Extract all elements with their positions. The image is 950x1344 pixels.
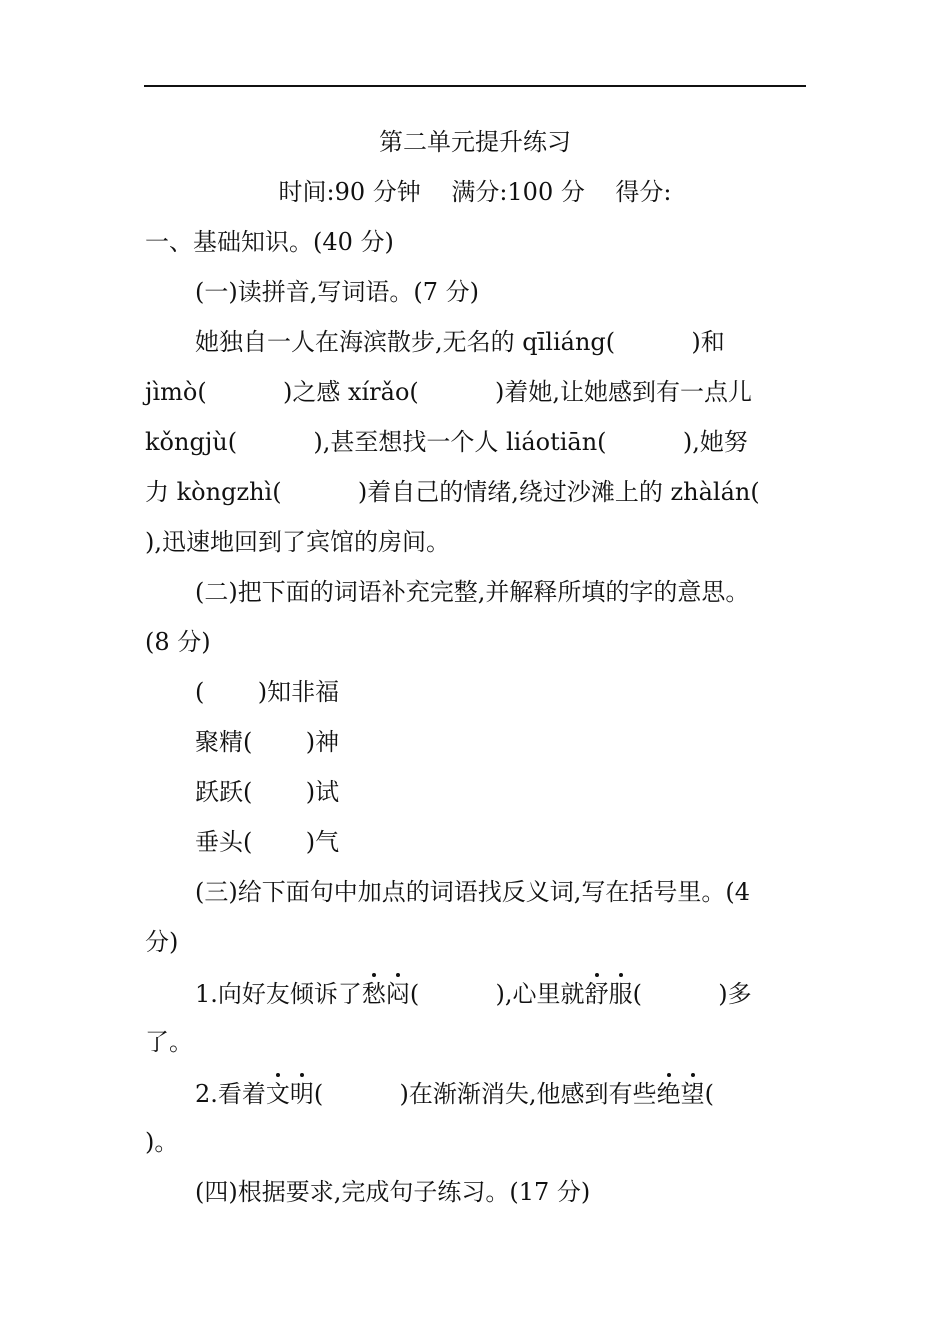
part1-line: ),迅速地回到了宾馆的房间。 [145,528,450,556]
part1-heading: (一)读拼音,写词语。(7 分) [195,278,479,306]
dotted-char: 舒 [584,980,609,1008]
dotted-char: 文 [265,1080,290,1108]
header-rule [144,85,806,87]
dotted-char: 服 [608,980,633,1008]
question-1-cont: 了。 [145,1028,193,1056]
dotted-word [266,1080,314,1108]
section-heading: 一、基础知识。(40 分) [145,228,394,256]
dotted-char: 闷 [385,980,410,1008]
exam-meta: 时间:90 分钟 满分:100 分 得分: [278,178,672,206]
dotted-char: 愁 [361,980,386,1008]
dotted-word [657,1080,705,1108]
dotted-char: 绝 [656,1080,681,1108]
idiom-item: 垂头( )气 [195,828,340,856]
question-1 [195,979,752,1009]
page-title: 第二单元提升练习 [379,128,571,156]
idiom-item: 跃跃( )试 [195,778,340,806]
part3-heading: (三)给下面句中加点的词语找反义词,写在括号里。(4 [195,878,750,906]
question-text: 2.看着 [195,1080,266,1108]
part4-heading: (四)根据要求,完成句子练习。(17 分) [195,1178,591,1206]
dotted-word [585,980,633,1008]
question-text: ( [704,1080,714,1108]
part1-line: 力 kòngzhì( )着自己的情绪,绕过沙滩上的 zhàlán( [145,478,760,506]
dotted-word [362,980,410,1008]
dotted-char: 明 [289,1080,314,1108]
part1-line: 她独自一人在海滨散步,无名的 qīliáng( )和 [195,328,725,356]
part1-line: kǒngjù( ),甚至想找一个人 liáotiān( ),她努 [145,428,748,456]
part2-heading-cont: (8 分) [145,628,211,656]
part2-heading: (二)把下面的词语补充完整,并解释所填的字的意思。 [195,578,750,606]
dotted-char: 望 [680,1080,705,1108]
idiom-item: ( )知非福 [195,678,340,706]
question-text: ( ),心里就 [409,980,585,1008]
part3-heading-cont: 分) [145,928,179,956]
question-text: ( )多 [632,980,752,1008]
question-2-cont: )。 [145,1128,179,1156]
question-2 [195,1079,714,1109]
part1-line: jìmò( )之感 xírǎo( )着她,让她感到有一点儿 [145,378,753,406]
idiom-item: 聚精( )神 [195,728,340,756]
question-text: ( )在渐渐消失,他感到有些 [313,1080,657,1108]
question-text: 1.向好友倾诉了 [195,980,362,1008]
